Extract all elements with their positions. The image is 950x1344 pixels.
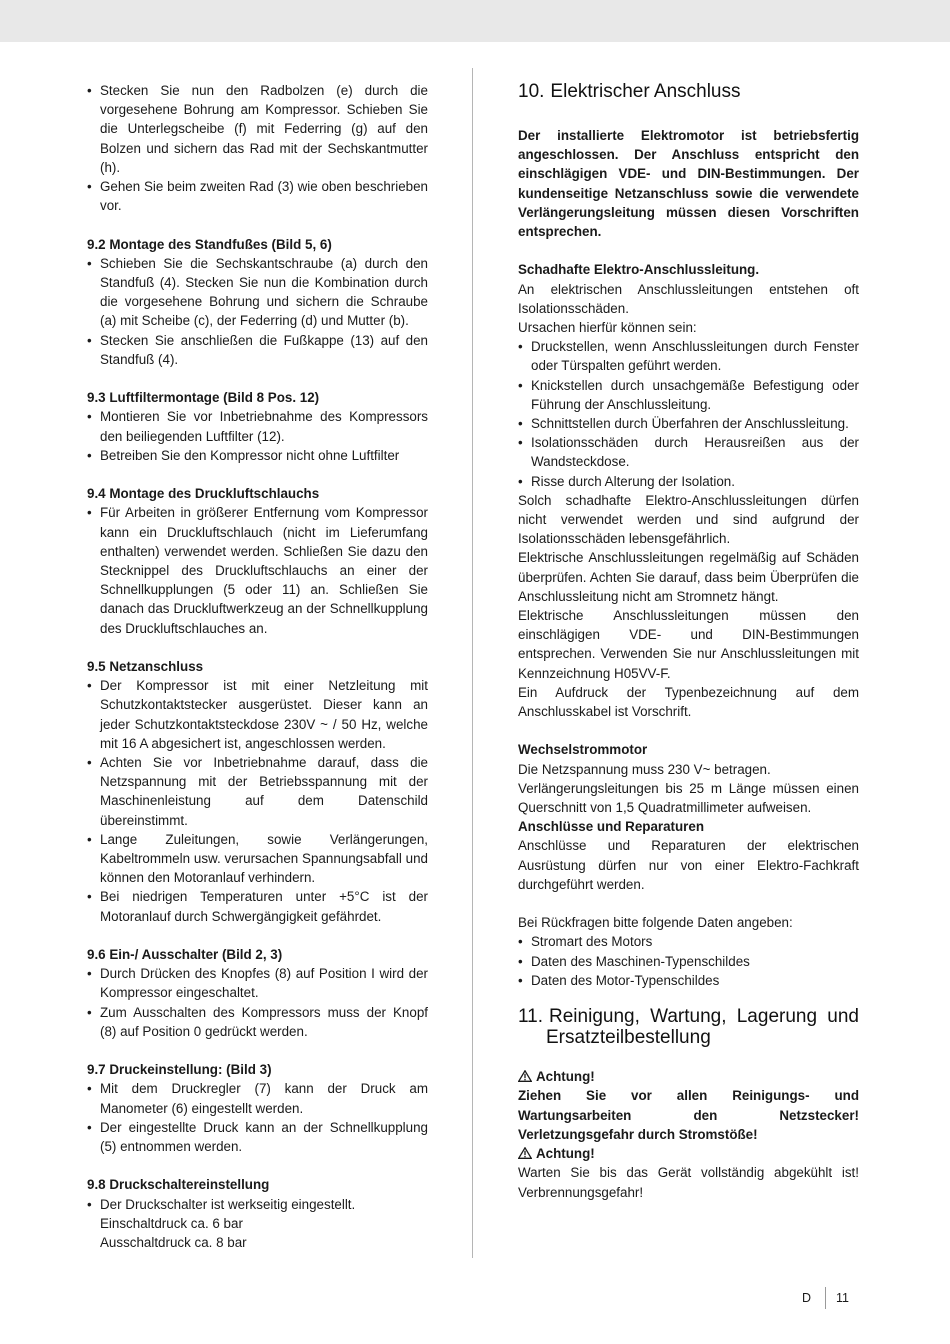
section-9-2-heading: 9.2 Montage des Standfußes (Bild 5, 6) [87,236,332,252]
warning-icon [518,1147,532,1159]
top-bar [0,0,950,42]
paragraph: Solch schadhafte Elektro-Anschlussleitungen dürfen nicht verwendet werden und sind aufgrund der Isolationsschäden lebensgefährlich. [518,492,859,547]
section-9-5-list [87,676,428,926]
left-column [87,81,428,1252]
paragraph: Ein Aufdruck der Typenbezeichnung auf dem Anschlusskabel ist Vorschrift. [518,684,859,720]
section-title: Reinigung, Wartung, Lagerung und Ersatzteilbestellung [546,1006,859,1049]
list-item: • Lange Zuleitungen, sowie Verlängerungen, Kabeltrommeln usw. verursachen Spannungsabfall und können den Motoranlauf verhindern. [87,830,428,888]
warning-2-text: Warten Sie bis das Gerät vollständig abgekühlt ist! Verbrennungsgefahr! [518,1165,859,1200]
list-item: • Druckstellen, wenn Anschlussleitungen durch Fenster oder Türspalten geführt werden. [518,337,859,375]
list-item: • Schnittstellen durch Überfahren der Anschlussleitung. [518,414,859,433]
paragraph: An elektrischen Anschlussleitungen entstehen oft Isolationsschäden. [518,281,859,316]
switch-on-pressure: Einschaltdruck ca. 6 bar [100,1215,243,1231]
section-title: Elektrischer Anschluss [550,81,741,102]
list-item: • Betreiben Sie den Kompressor nicht ohne Luftfilter [87,446,428,465]
section-11-heading [518,1006,859,1048]
list-item: • Der Kompressor ist mit einer Netzleitung mit Schutzkontaktstecker ausgerüstet. Dieser kann an jeder Schutzkontaktsteckdose 230V ~ / 50 Hz, welche mit 16 A abgesichert ist, angeschlossen werden. [87,676,428,753]
list-item: • Durch Drücken des Knopfes (8) auf Position I wird der Kompressor eingeschaltet. [87,964,428,1002]
section-9-5-heading: 9.5 Netzanschluss [87,659,204,675]
list-item: • Der eingestellte Druck kann an der Schnellkupplung (5) entnommen werden. [87,1118,428,1156]
paragraph: Elektrische Anschlussleitungen müssen den einschlägigen VDE- und DIN-Bestimmungen entsprechen. Verwenden Sie nur Anschlussleitungen mit Kennzeichnung H05VV-F. [518,608,859,681]
list-item: • Der Druckschalter ist werkseitig eingestellt. [87,1195,428,1214]
damaged-cable-heading: Schadhafte Elektro-Anschlussleitung. [518,262,760,278]
query-data-list [518,932,859,990]
section-9-7-list [87,1079,428,1156]
footer-separator [825,1287,826,1309]
paragraph: Die Netzspannung muss 230 V~ betragen. [518,761,771,777]
footer-language: D [802,1291,812,1305]
section-10-intro: Der installierte Elektromotor ist betriebsfertig angeschlossen. Der Anschluss entspricht den einschlägigen VDE- und DIN-Bestimmungen. Der kundenseitige Netzanschluss sowie die verwendete Verlängerungsleitung müssen diesen Vorschriften entsprechen. [518,128,859,240]
switch-off-pressure: Ausschaltdruck ca. 8 bar [100,1235,247,1251]
column-divider [472,68,473,1258]
wheel-instructions-list [87,81,428,215]
warning-1-text: Ziehen Sie vor allen Reinigungs- und Wartungsarbeiten den Netzstecker! Verletzungsgefahr durch Stromstöße! [518,1088,859,1142]
section-9-4-list [87,503,428,637]
list-item: • Stecken Sie anschließen die Fußkappe (13) auf den Standfuß (4). [87,331,428,369]
list-item: • Mit dem Druckregler (7) kann der Druck am Manometer (6) eingestellt werden. [87,1079,428,1117]
section-9-8-list [87,1195,428,1214]
section-number: 10. [518,81,545,102]
list-item: • Zum Ausschalten des Kompressors muss der Knopf (8) auf Position 0 gedrückt werden. [87,1003,428,1041]
section-9-6-list [87,964,428,1041]
section-9-4-heading: 9.4 Montage des Druckluftschlauchs [87,486,320,502]
list-item: • Daten des Maschinen-Typenschildes [518,952,859,971]
repairs-heading: Anschlüsse und Reparaturen [518,819,705,835]
warning-icon [518,1070,532,1082]
section-9-8-heading: 9.8 Druckschaltereinstellung [87,1177,270,1193]
section-9-3-list [87,407,428,465]
list-item: • Gehen Sie beim zweiten Rad (3) wie oben beschrieben vor. [87,177,428,215]
warning-1-label: Achtung! [518,1067,859,1086]
damage-causes-list [518,337,859,491]
list-item: • Montieren Sie vor Inbetriebnahme des Kompressors den beiliegenden Luftfilter (12). [87,407,428,445]
ac-motor-heading: Wechselstrommotor [518,742,648,758]
page-number: 11 [836,1291,849,1305]
section-10-heading [518,81,859,102]
paragraph: Verlängerungsleitungen bis 25 m Länge müssen einen Querschnitt von 1,5 Quadratmillimeter aufweisen. [518,780,859,816]
list-item: • Isolationsschäden durch Herausreißen aus der Wandsteckdose. [518,433,859,471]
paragraph: Bei Rückfragen bitte folgende Daten angeben: [518,915,793,931]
section-9-2-list [87,254,428,369]
list-item: • Bei niedrigen Temperaturen unter +5°C ist der Motoranlauf durch Schwergängigkeit gefährdet. [87,887,428,925]
list-item: • Für Arbeiten in größerer Entfernung vom Kompressor kann ein Druckluftschlauch (nicht im Lieferumfang enthalten) verwendet werden. Schließen Sie dazu den Stecknippel des Druckluftschlauchs an einer der Schnellkupplungen (5 oder 11) an. Schließen Sie danach das Druckluftwerkzeug an der Schnellkupplung des Druckluftschlauches an. [87,503,428,637]
list-item: • Risse durch Alterung der Isolation. [518,472,859,491]
right-column [518,81,859,1202]
section-number: 11. [518,1006,544,1028]
list-item: • Achten Sie vor Inbetriebnahme darauf, dass die Netzspannung mit der Betriebsspannung mit der Maschinenleistung auf dem Datenschild übereinstimmt. [87,753,428,830]
list-item: • Stecken Sie nun den Radbolzen (e) durch die vorgesehene Bohrung am Kompressor. Schieben Sie die Unterlegscheibe (f) mit Federring (g) auf den Bolzen und sichern das Rad mit der Sechskantmutter (h). [87,81,428,177]
list-item: • Knickstellen durch unsachgemäße Befestigung oder Führung der Anschlussleitung. [518,376,859,414]
list-item: • Stromart des Motors [518,932,859,951]
section-9-6-heading: 9.6 Ein-/ Ausschalter (Bild 2, 3) [87,947,283,963]
list-item: • Schieben Sie die Sechskantschraube (a) durch den Standfuß (4). Stecken Sie nun die Kombination durch die vorgesehene Bohrung und sichern die Schraube (a) mit Scheibe (c), der Federring (d) und Mutter (b). [87,254,428,331]
paragraph: Ursachen hierfür können sein: [518,320,697,336]
warning-2-label: Achtung! [518,1144,859,1163]
list-item: • Daten des Motor-Typenschildes [518,971,859,990]
paragraph: Elektrische Anschlussleitungen regelmäßig auf Schäden überprüfen. Achten Sie darauf, dass beim Überprüfen die Anschlussleitung nicht am Stromnetz hängt. [518,550,859,604]
section-9-3-heading: 9.3 Luftfiltermontage (Bild 8 Pos. 12) [87,390,320,406]
paragraph: Anschlüsse und Reparaturen der elektrischen Ausrüstung dürfen nur von einer Elektro-Fachkraft durchgeführt werden. [518,838,859,892]
section-9-7-heading: 9.7 Druckeinstellung: (Bild 3) [87,1062,272,1078]
